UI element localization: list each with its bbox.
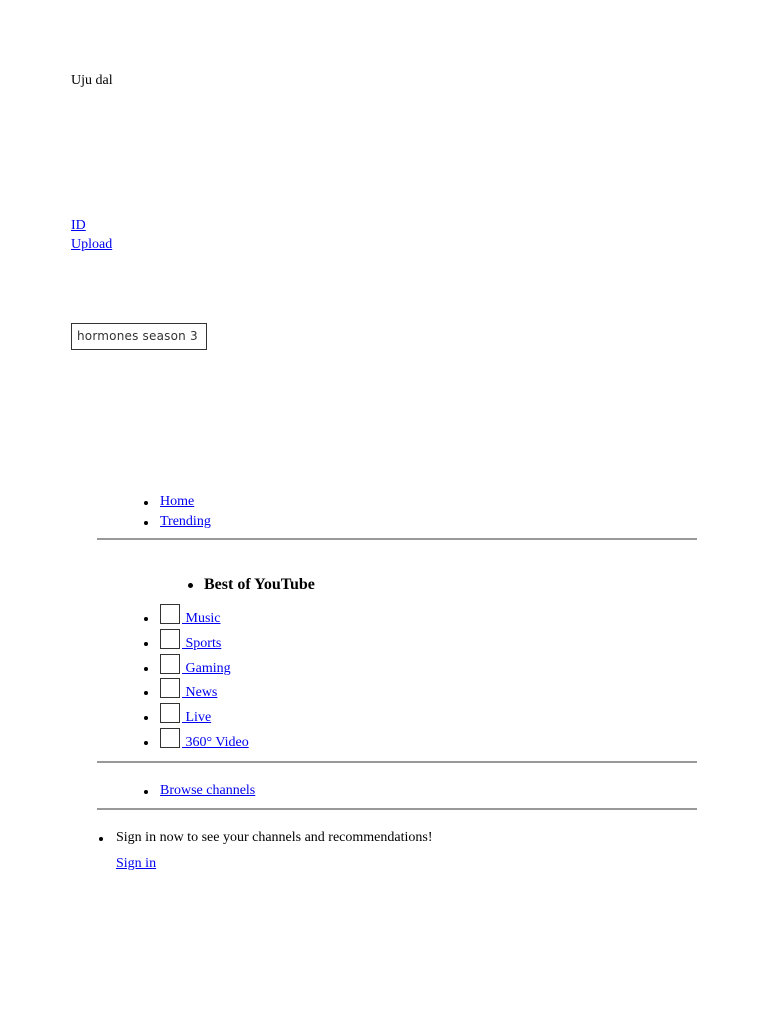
signin-message: Sign in now to see your channels and recommendations! [97, 828, 432, 848]
divider [97, 761, 697, 763]
main-nav [144, 492, 211, 532]
nav-item-browse-channels [144, 781, 255, 801]
live-link[interactable] [160, 710, 211, 725]
music-link[interactable] [160, 611, 221, 626]
news-link[interactable] [160, 685, 217, 700]
home-link[interactable]: Home [160, 494, 195, 509]
top-links [71, 216, 112, 254]
best-of-youtube-heading: Best of YouTube [188, 575, 315, 595]
360-video-link[interactable] [160, 735, 249, 750]
news-label: News [182, 685, 218, 701]
nav-item-360-video [144, 728, 249, 753]
browse-channels-link[interactable]: Browse channels [160, 783, 256, 798]
gaming-link[interactable] [160, 661, 231, 676]
live-label: Live [182, 710, 212, 726]
trending-link[interactable]: Trending [160, 514, 211, 529]
signin-link[interactable]: Sign in [116, 856, 157, 871]
nav-item-music [144, 604, 249, 629]
category-nav [144, 604, 249, 753]
music-label: Music [182, 611, 221, 626]
divider [97, 808, 697, 810]
browse-nav [144, 781, 255, 801]
sports-label: Sports [182, 635, 222, 651]
gaming-thumbnail-icon [160, 654, 180, 674]
nav-item-home [144, 492, 211, 512]
nav-item-news [144, 678, 249, 703]
skip-text: Uju dal [71, 73, 113, 88]
sports-thumbnail-icon [160, 629, 180, 649]
nav-item-trending [144, 512, 211, 532]
signin-promo [97, 828, 432, 874]
360-video-label: 360° Video [182, 734, 249, 750]
nav-item-gaming [144, 654, 249, 679]
nav-item-sports [144, 629, 249, 654]
search-input[interactable]: hormones season 3 [71, 323, 207, 350]
sports-link[interactable] [160, 636, 221, 651]
gaming-label: Gaming [182, 660, 231, 676]
id-link[interactable]: ID [71, 218, 86, 233]
live-thumbnail-icon [160, 703, 180, 723]
news-thumbnail-icon [160, 678, 180, 698]
upload-link[interactable]: Upload [71, 237, 113, 252]
music-thumbnail-icon [160, 604, 180, 624]
360-video-thumbnail-icon [160, 728, 180, 748]
nav-item-live [144, 703, 249, 728]
divider [97, 538, 697, 540]
